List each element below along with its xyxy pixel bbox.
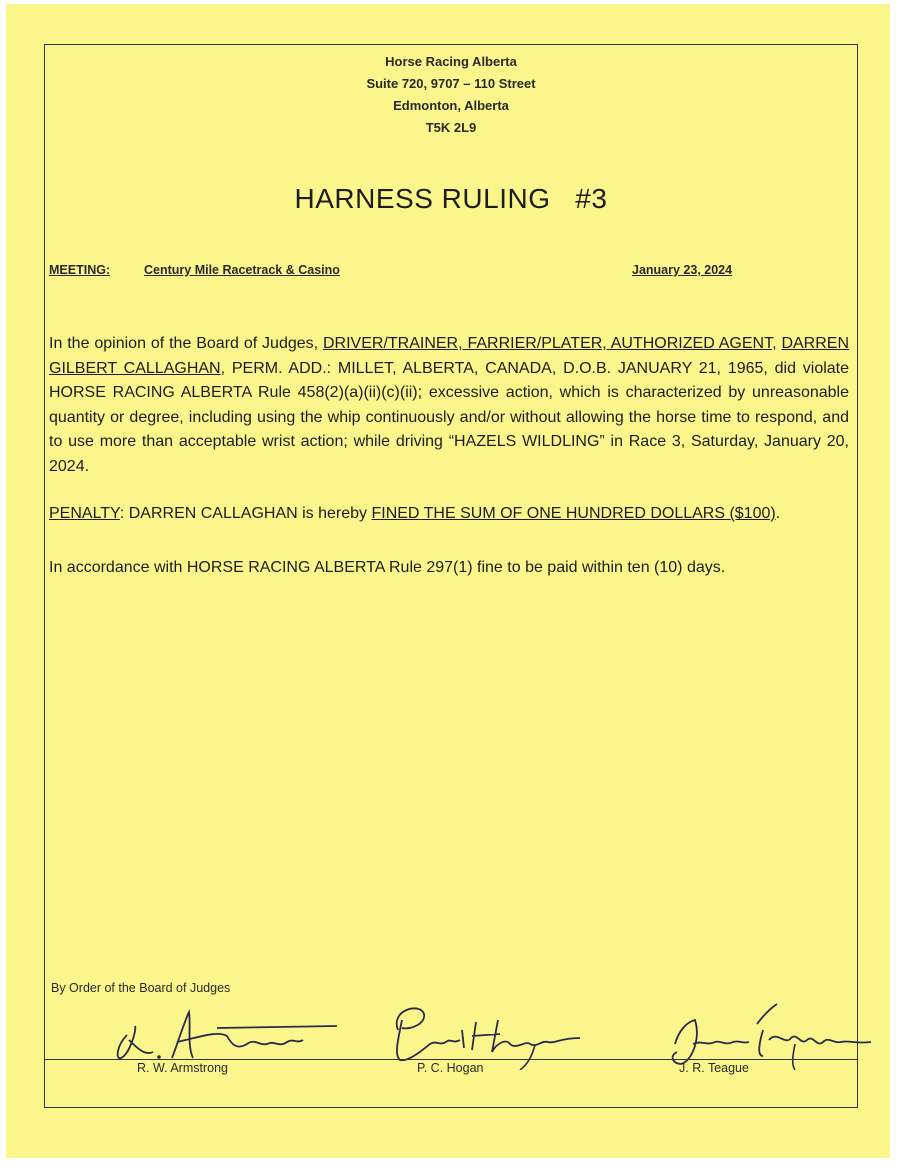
postal-code: T5K 2L9 <box>425 120 477 135</box>
meeting-date: January 23, 2024 <box>632 263 733 277</box>
penalty-label: PENALTY <box>49 505 120 522</box>
penalty-end: . <box>775 505 781 522</box>
letterhead <box>45 51 857 139</box>
signature-armstrong <box>107 1000 347 1095</box>
signature-hogan <box>380 1000 620 1095</box>
org-name: Horse Racing Alberta <box>385 54 517 69</box>
street-address: Suite 720, 9707 – 110 Street <box>366 76 536 91</box>
signature-line <box>45 1059 857 1060</box>
ruling-paragraph <box>49 332 849 479</box>
order-line: By Order of the Board of Judges <box>51 981 231 995</box>
signatory-name-armstrong: R. W. Armstrong <box>137 1061 228 1075</box>
accordance-paragraph: In accordance with HORSE RACING ALBERTA Rule 297(1) fine to be paid within ten (10) days. <box>49 559 726 576</box>
ruling-title-text: HARNESS RULING #3 <box>294 183 608 214</box>
city-address: Edmonton, Alberta <box>393 98 509 113</box>
ruling-person-name: DARREN GILBERT CALLAGHAN <box>49 335 849 377</box>
signatory-name-hogan: P. C. Hogan <box>417 1061 484 1075</box>
penalty-paragraph <box>49 502 849 526</box>
signature-teague <box>645 1000 885 1095</box>
penalty-text: : DARREN CALLAGHAN is hereby <box>119 505 372 522</box>
ruling-roles: DRIVER/TRAINER, FARRIER/PLATER, AUTHORIZED AGENT, <box>322 335 777 352</box>
ruling-body: , PERM. ADD.: MILLET, ALBERTA, CANADA, D.O.B. JANUARY 21, 1965, did violate HORSE RACING ALBERTA Rule 458(2)(a)(ii)(c)(ii); excessive action, which is characterized by unreasonable quantity or degree, including using the whip continuously and/or without allowing the horse time to respond, and to use more than acceptable wrist action; while driving “HAZELS WILDLING” in Race 3, Saturday, January 20, 2024. <box>49 359 850 475</box>
signatory-name-teague: J. R. Teague <box>679 1061 749 1075</box>
ruling-title <box>45 183 857 215</box>
meeting-row <box>49 263 849 283</box>
meeting-venue: Century Mile Racetrack & Casino <box>144 263 340 277</box>
penalty-fine: FINED THE SUM OF ONE HUNDRED DOLLARS ($100) <box>371 505 776 522</box>
document-page <box>6 4 890 1158</box>
ruling-intro: In the opinion of the Board of Judges, <box>49 335 323 352</box>
ruling-frame <box>44 44 858 1108</box>
meeting-label: MEETING: <box>49 263 111 277</box>
